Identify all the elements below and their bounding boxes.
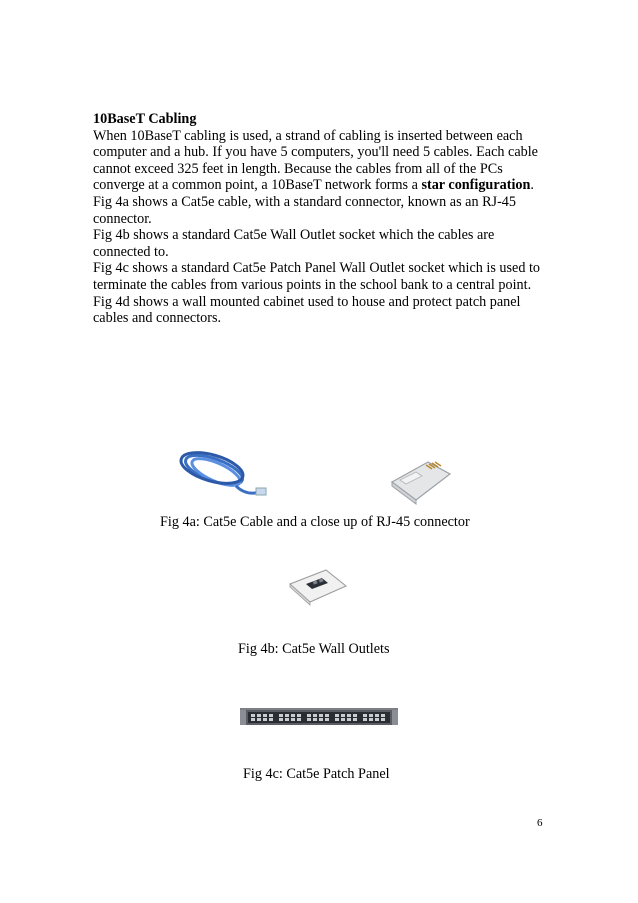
rj45-connector-image — [386, 456, 456, 506]
intro-text: When 10BaseT cabling is used, a strand of cabling is inserted between each computer and a hub. If you have 5 computers, you'll need 5 cables. Each cable cannot exceed 325 feet in length. Because the cables from all of the PCs converge at a common point, a 10BaseT network forms a — [93, 127, 538, 194]
section-heading: 10BaseT Cabling — [93, 111, 197, 127]
body-text — [93, 111, 553, 327]
page-number: 6 — [537, 817, 543, 829]
fig4a-description: Fig 4a shows a Cat5e cable, with a standard connector, known as an RJ-45 connector. — [93, 193, 516, 227]
intro-end: . — [530, 177, 534, 194]
fig4b-description: Fig 4b shows a standard Cat5e Wall Outlet socket which the cables are connected to. — [93, 227, 495, 260]
intro-paragraph — [93, 128, 553, 194]
star-configuration-term: star configuration — [421, 177, 531, 194]
patch-panel-image — [240, 706, 398, 728]
fig4a-caption: Fig 4a: Cat5e Cable and a close up of RJ-45 connector — [160, 514, 470, 530]
fig4b-caption: Fig 4b: Cat5e Wall Outlets — [238, 641, 390, 657]
fig4c-caption: Fig 4c: Cat5e Patch Panel — [243, 766, 390, 782]
fig4d-description: Fig 4d shows a wall mounted cabinet used to house and protect patch panel cables and connectors. — [93, 293, 521, 327]
cat5e-cable-image — [178, 448, 270, 506]
wall-outlet-image — [286, 566, 350, 606]
fig4c-description: Fig 4c shows a standard Cat5e Patch Panel Wall Outlet socket which is used to terminate the cables from various points in the school bank to a central point. — [93, 260, 541, 293]
